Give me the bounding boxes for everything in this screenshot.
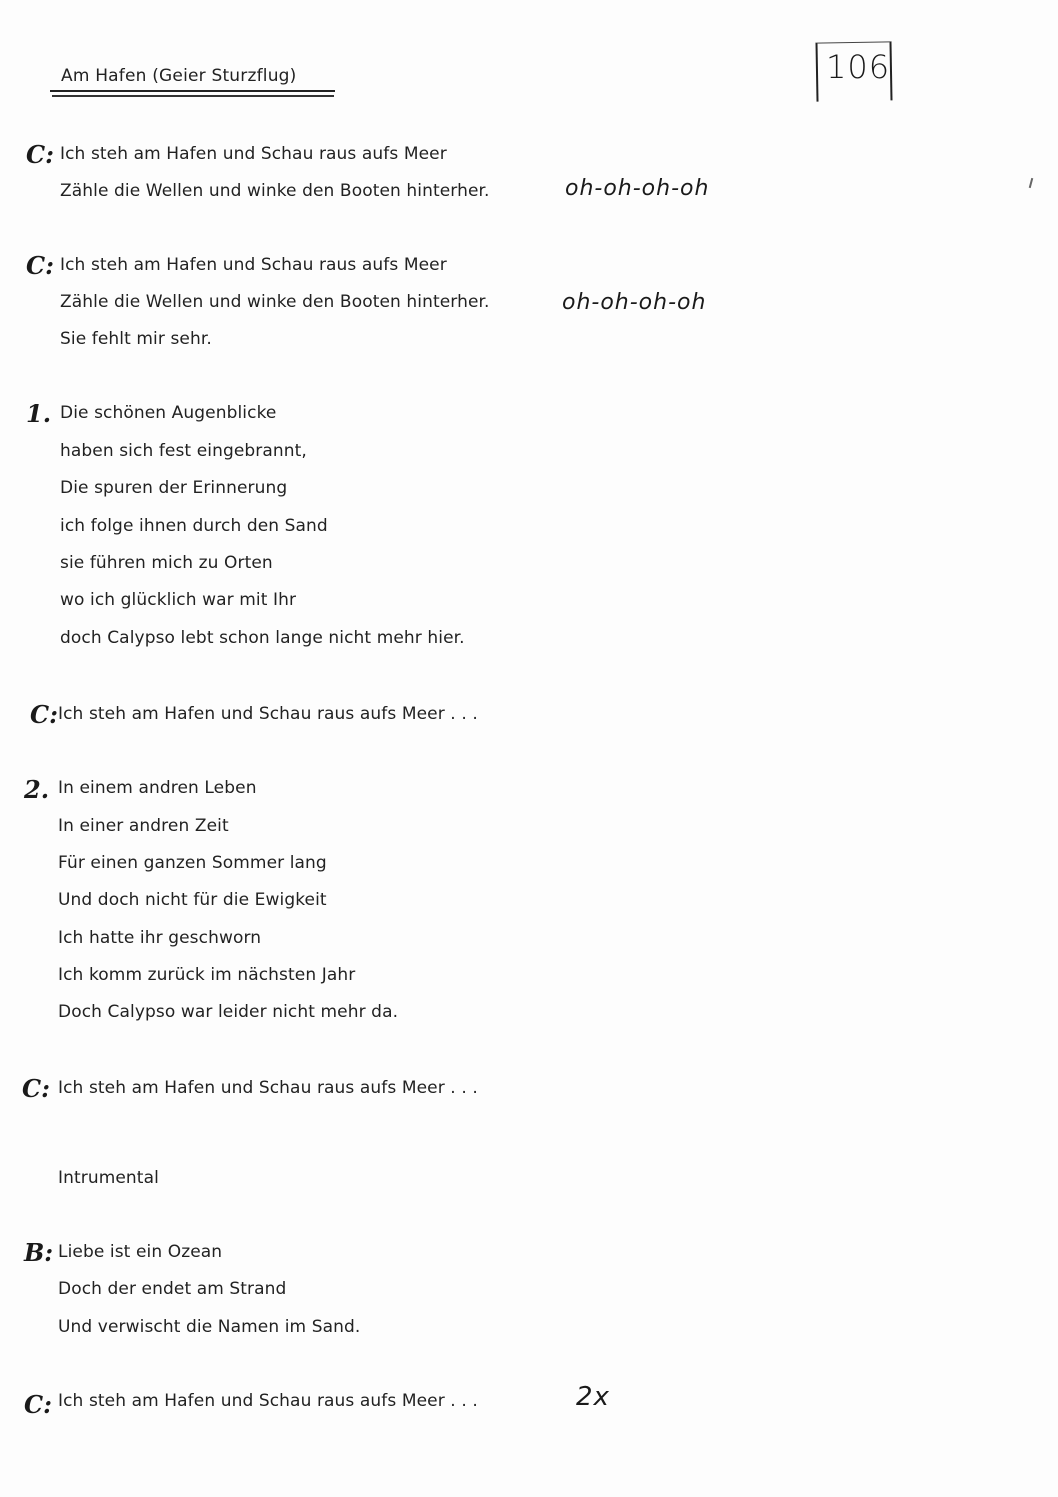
section-marker-chorus-1: C: xyxy=(26,140,54,169)
lyric-line: Doch der endet am Strand xyxy=(58,1279,287,1299)
lyric-line: Die schönen Augenblicke xyxy=(60,403,277,423)
section-marker-verse-2: 2. xyxy=(24,775,50,804)
lyric-line: Zähle die Wellen und winke den Booten hinterher. xyxy=(60,292,490,312)
lyric-line: In einem andren Leben xyxy=(58,778,257,798)
lyric-line: Ich steh am Hafen und Schau raus aufs Meer . . . xyxy=(58,1391,478,1411)
section-marker-verse-1: 1. xyxy=(26,399,52,428)
lyric-line: Ich steh am Hafen und Schau raus aufs Meer . . . xyxy=(58,1078,478,1098)
handwritten-annotation: oh-oh-oh-oh xyxy=(562,290,707,315)
lyric-line: Doch Calypso war leider nicht mehr da. xyxy=(58,1002,399,1022)
handwritten-annotation: oh-oh-oh-oh xyxy=(565,176,710,201)
lyric-line: haben sich fest eingebrannt, xyxy=(60,441,307,461)
handwritten-repeat-annotation: 2x xyxy=(576,1382,610,1412)
lyric-line: Ich steh am Hafen und Schau raus aufs Meer . . . xyxy=(58,704,478,724)
section-marker-chorus-3: C: xyxy=(30,700,58,729)
lyric-line: Liebe ist ein Ozean xyxy=(58,1242,223,1262)
section-marker-bridge: B: xyxy=(24,1238,54,1267)
song-title: Am Hafen (Geier Sturzflug) xyxy=(61,66,297,86)
lyric-line: Sie fehlt mir sehr. xyxy=(60,329,212,349)
lyric-line: Und doch nicht für die Ewigkeit xyxy=(58,890,327,910)
lyric-line: wo ich glücklich war mit Ihr xyxy=(60,590,297,610)
lyric-line: Ich komm zurück im nächsten Jahr xyxy=(58,965,356,985)
stray-pen-mark xyxy=(1029,178,1034,188)
lyric-line: Für einen ganzen Sommer lang xyxy=(58,853,327,873)
lyric-line: Ich steh am Hafen und Schau raus aufs Meer xyxy=(60,255,447,275)
lyric-line: Ich hatte ihr geschworn xyxy=(58,928,262,948)
section-marker-chorus-5: C: xyxy=(24,1390,52,1419)
section-marker-chorus-4: C: xyxy=(22,1074,50,1103)
lyric-line: In einer andren Zeit xyxy=(58,816,229,836)
lyric-line: Ich steh am Hafen und Schau raus aufs Meer xyxy=(60,144,447,164)
lyric-line: Zähle die Wellen und winke den Booten hinterher. xyxy=(60,181,490,201)
title-underline-second xyxy=(52,95,334,97)
lyric-line: sie führen mich zu Orten xyxy=(60,553,273,573)
lyric-line: doch Calypso lebt schon lange nicht mehr hier. xyxy=(60,628,465,648)
page-number: 106 xyxy=(826,48,891,86)
lyric-line: Die spuren der Erinnerung xyxy=(60,478,288,498)
lyric-line: ich folge ihnen durch den Sand xyxy=(60,516,328,536)
title-underline xyxy=(50,90,335,92)
lyric-line: Und verwischt die Namen im Sand. xyxy=(58,1317,361,1337)
section-marker-chorus-2: C: xyxy=(26,251,54,280)
instrumental-label: Intrumental xyxy=(58,1168,159,1188)
